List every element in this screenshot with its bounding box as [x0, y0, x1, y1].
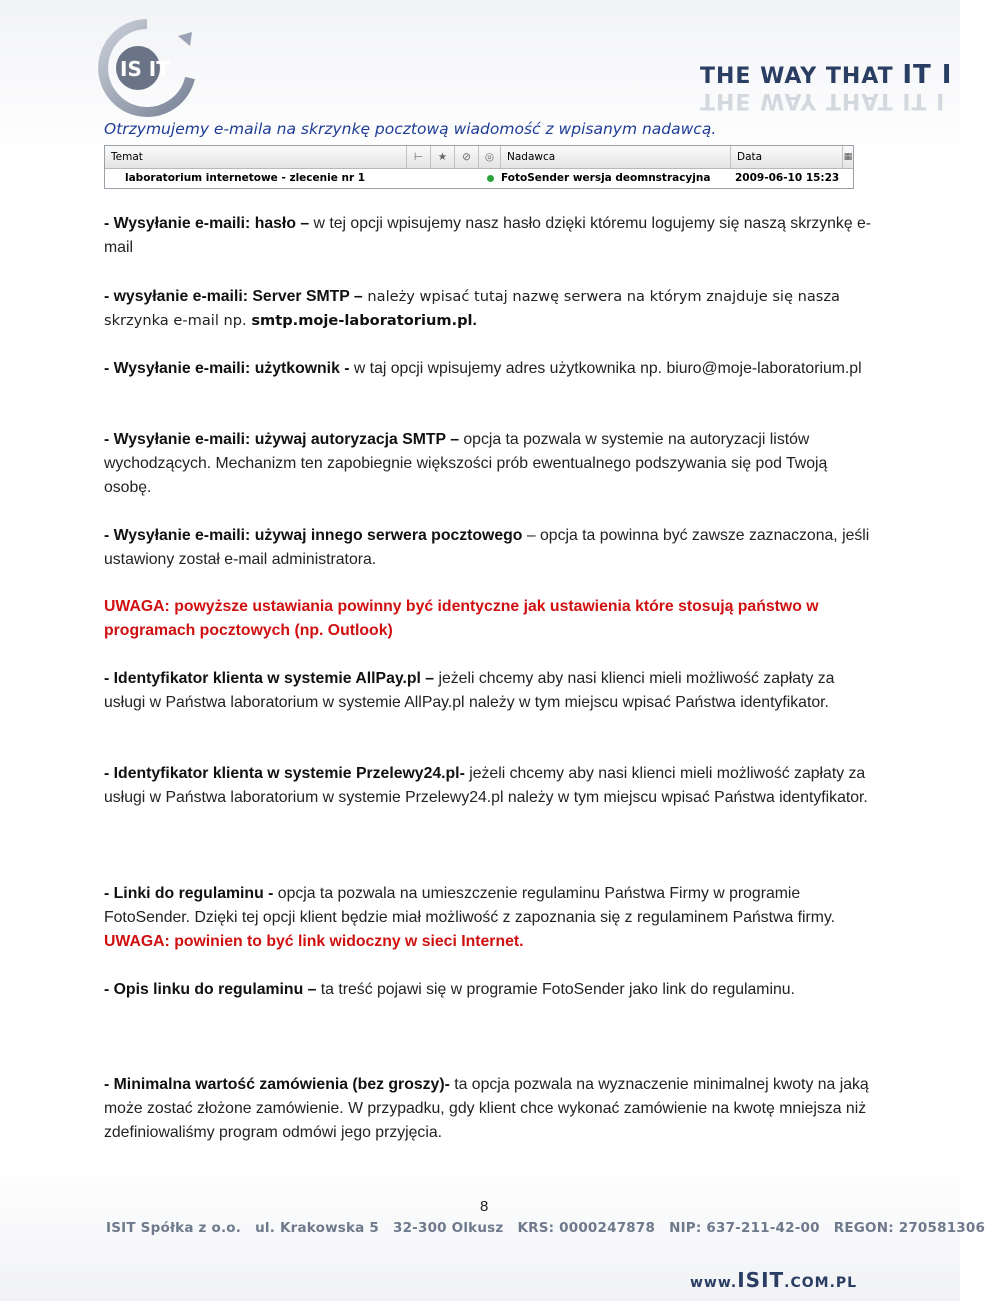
page-number: 8 [480, 1198, 489, 1215]
paragraph-smtp-server [104, 285, 874, 333]
text-password: w tej opcji wpisujemy nasz hasło dzięki któremu logujemy się naszą skrzynkę e-mail [104, 215, 872, 256]
tagline [700, 60, 960, 113]
label-allpay: - Identyfikator klienta w systemie AllPay.pl – [104, 670, 435, 687]
footer-company: ISIT Spółka z o.o. [106, 1220, 242, 1236]
star-icon[interactable]: ★ [431, 146, 455, 168]
smtp-example: smtp.moje-laboratorium.pl [251, 312, 473, 329]
paragraph-minimum-order [104, 1073, 874, 1145]
isit-logo [92, 18, 202, 118]
paragraph-smtp-auth [104, 428, 874, 500]
label-password: - Wysyłanie e-maili: hasło – [104, 215, 310, 232]
logo-letters-is: IS IT [120, 57, 170, 81]
label-regulations-links: - Linki do regulaminu - [104, 885, 274, 902]
footer-url-www: www. [690, 1275, 738, 1291]
tagline-prefix: THE WAY THAT [700, 64, 894, 89]
tagline-reflection: THE WAY THAT IT I [700, 88, 946, 113]
warning-link-visible: UWAGA: powinien to być link widoczny w sieci Internet. [104, 933, 524, 950]
label-przelewy24: - Identyfikator klienta w systemie Przelewy24.pl- [104, 765, 465, 782]
text-smtp-auth: opcja ta pozwala w systemie na autoryzacji listów wychodzących. Mechanizm ten zapobiegnie większości prób ewentualnego podszywania się pod Twoją osobę. [104, 431, 828, 496]
footer-website-link[interactable] [690, 1268, 857, 1292]
footer-city: 32-300 Olkusz [392, 1220, 504, 1236]
mail-list-screenshot [104, 145, 854, 189]
paragraph-user [104, 357, 874, 381]
smtp-end: . [472, 312, 477, 329]
mail-row[interactable] [105, 169, 853, 187]
column-sender[interactable]: Nadawca [501, 146, 731, 168]
paragraph-password [104, 212, 874, 260]
paragraph-other-server [104, 524, 874, 572]
text-regulations-links: opcja ta pozwala na umieszczenie regulaminu Państwa Firmy w programie FotoSender. Dzięki tej opcji klient będzie miał możliwość z zapoznania się z regulaminem Państwa firmy. [104, 885, 836, 926]
mail-list-header [105, 146, 853, 169]
warning-settings: UWAGA: powyższe ustawiania powinny być identyczne jak ustawienia które stosują państwo w programach pocztowych (np. Outlook) [104, 598, 819, 639]
attachment-icon[interactable]: ⊘ [455, 146, 479, 168]
label-minimum-order: - Minimalna wartość zamówienia (bez groszy)- [104, 1076, 450, 1093]
paragraph-regulations-links [104, 882, 874, 954]
paragraph-przelewy24 [104, 762, 874, 810]
label-user: - Wysyłanie e-maili: użytkownik - [104, 360, 350, 377]
text-allpay: jeżeli chcemy aby nasi klienci mieli możliwość zapłaty za usługi w Państwa laboratorium w systemie AllPay.pl należy w tym miejscu wpisać Państwa identyfikator. [104, 670, 835, 711]
unread-dot-icon [487, 175, 494, 182]
column-date[interactable]: Data [731, 146, 843, 168]
read-status-icon[interactable]: ◎ [479, 146, 501, 168]
text-other-server: – opcja ta powinna być zawsze zaznaczona, jeśli ustawiony został e-mail administratora. [104, 527, 870, 568]
footer-krs: KRS: 0000247878 [517, 1220, 656, 1236]
text-minimum-order: ta opcja pozwala na wyznaczenie minimalnej kwoty na jaką może zostać złożone zamówienie. W przypadku, gdy klient chce wykonać zamówienie na kwotę mniejsza niż zdefiniowaliśmy program odmówi jego przyjęcia. [104, 1076, 869, 1141]
text-przelewy24: jeżeli chcemy aby nasi klienci mieli możliwość zapłaty za usługi w Państwa laboratorium w systemie Przelewy24.pl należy w tym miejscu wpisać Państwa identyfikator. [104, 765, 868, 806]
text-smtp-server: należy wpisać tutaj nazwę serwera na którym znajduje się nasza skrzynka e-mail np. [104, 288, 841, 329]
footer-company-info [106, 1220, 999, 1236]
text-user: w taj opcji wpisujemy adres użytkownika np. biuro@moje-laboratorium.pl [349, 360, 862, 377]
paragraph-allpay [104, 667, 874, 715]
footer-regon: REGON: 270581306 [833, 1220, 986, 1236]
footer-url-tld: .COM.PL [784, 1275, 858, 1291]
label-link-description: - Opis linku do regulaminu – [104, 981, 317, 998]
mail-date: 2009-06-10 15:23 [735, 172, 840, 184]
label-other-server: - Wysyłanie e-maili: używaj innego serwera pocztowego [104, 527, 523, 544]
footer-street: ul. Krakowska 5 [255, 1220, 379, 1236]
text-link-description: ta treść pojawi się w programie FotoSender jako link do regulaminu. [316, 981, 795, 998]
label-smtp-server: - wysyłanie e-maili: Server SMTP – [104, 288, 363, 305]
footer-nip: NIP: 637-211-42-00 [669, 1220, 820, 1236]
label-smtp-auth: - Wysyłanie e-maili: używaj autoryzacja SMTP – [104, 431, 459, 448]
mail-sender: FotoSender wersja deomnstracyjna [501, 172, 711, 184]
intro-text: Otrzymujemy e-maila na skrzynkę pocztową wiadomość z wpisanym nadawcą. [104, 120, 717, 138]
mail-subject: laboratorium internetowe - zlecenie nr 1 [125, 172, 366, 184]
column-subject[interactable]: Temat [105, 146, 407, 168]
footer-url-isit: ISIT [737, 1268, 785, 1292]
tagline-suffix: IT I [902, 60, 953, 90]
paragraph-link-description [104, 978, 874, 1002]
thread-icon[interactable]: ⊢ [407, 146, 431, 168]
column-picker-icon[interactable]: ▦ [843, 152, 853, 162]
